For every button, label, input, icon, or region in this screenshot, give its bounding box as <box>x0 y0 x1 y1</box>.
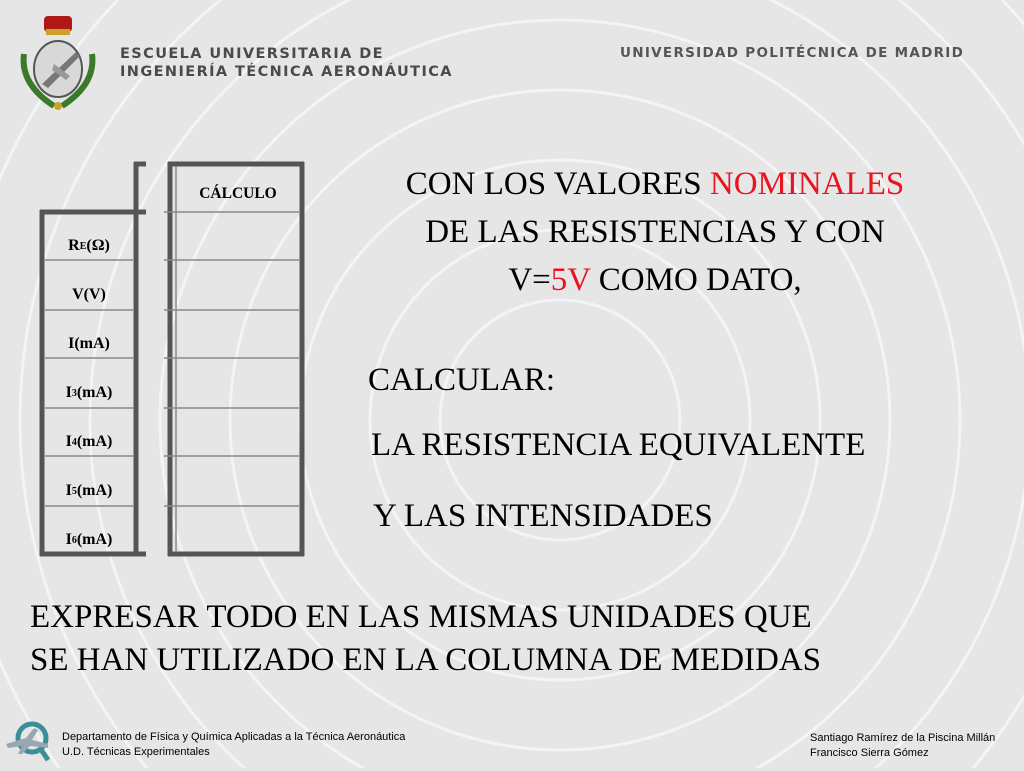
row-label-v: V (V) <box>72 286 106 303</box>
calc-cell-re <box>177 214 299 258</box>
instruction-block <box>340 160 970 304</box>
row-label-i: I (mA) <box>68 335 110 352</box>
calc-cell-i5 <box>177 459 299 503</box>
author-2: Francisco Sierra Gómez <box>810 747 929 759</box>
calc-column-header: CÁLCULO <box>199 185 277 202</box>
instruction-line1: CON LOS VALORES NOMINALES <box>405 166 905 202</box>
calc-cell-i6 <box>177 508 299 552</box>
author-1: Santiago Ramírez de la Piscina Millán <box>810 732 996 744</box>
nominales-highlight: NOMINALES <box>709 166 905 202</box>
school-name-line1: ESCUELA UNIVERSITARIA DE <box>120 46 384 62</box>
row-label-re: R E (Ω) <box>68 237 110 254</box>
calc-cell-v <box>177 263 299 307</box>
voltage-highlight: 5V <box>550 262 591 298</box>
calcular-heading: CALCULAR: <box>368 362 556 398</box>
units-note-line2: SE HAN UTILIZADO EN LA COLUMNA DE MEDIDAS <box>30 642 822 678</box>
department-name: Departamento de Física y Química Aplicadas a la Técnica Aeronáutica <box>62 731 406 743</box>
calc-cell-i <box>177 312 299 356</box>
department-info <box>62 730 405 760</box>
units-note-line1: EXPRESAR TODO EN LAS MISMAS UNIDADES QUE <box>30 599 812 635</box>
units-note <box>30 596 1010 682</box>
instruction-line3: V=5V COMO DATO, <box>508 262 802 298</box>
university-name: UNIVERSIDAD POLITÉCNICA DE MADRID <box>620 45 965 61</box>
task-item-resistance: LA RESISTENCIA EQUIVALENTE <box>371 427 866 463</box>
school-name-line2: INGENIERÍA TÉCNICA AERONÁUTICA <box>120 64 453 80</box>
department-logo <box>4 714 56 766</box>
calc-cell-i4 <box>177 410 299 454</box>
row-label-i6: I 6 (mA) <box>65 531 113 548</box>
department-logo-icon <box>4 714 56 766</box>
task-item-currents: Y LAS INTENSIDADES <box>373 498 713 534</box>
row-label-i3: I 3 (mA) <box>65 384 113 401</box>
row-label-i4: I 4 (mA) <box>65 433 113 450</box>
authors <box>810 731 995 761</box>
unit-name: U.D. Técnicas Experimentales <box>62 746 210 758</box>
instruction-line2: DE LAS RESISTENCIAS Y CON <box>425 214 885 250</box>
calc-cell-i3 <box>177 361 299 405</box>
row-label-i5: I 5 (mA) <box>65 482 113 499</box>
